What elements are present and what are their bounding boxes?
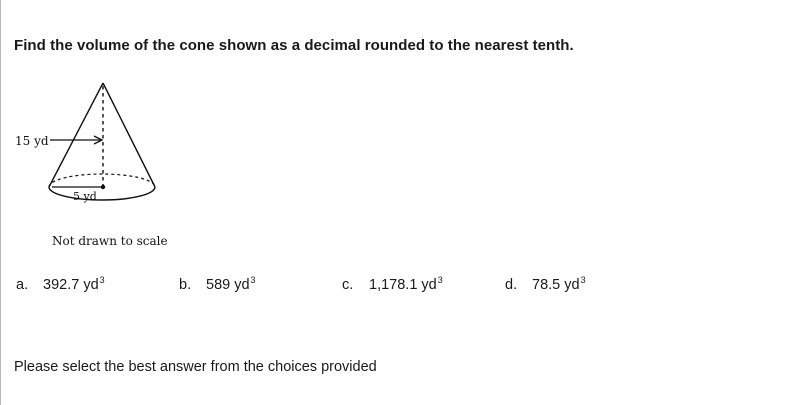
choice-value: 589 yd (206, 277, 250, 293)
choice-d[interactable] (505, 275, 586, 293)
choice-c[interactable] (342, 275, 443, 293)
cone-right-side (103, 83, 155, 187)
choice-exponent: 3 (437, 275, 443, 285)
radius-label: 5 yd (73, 190, 97, 203)
choice-letter: c. (342, 277, 354, 293)
question-text: Find the volume of the cone shown as a decimal rounded to the nearest tenth. (14, 37, 574, 54)
choice-value: 78.5 yd (532, 277, 580, 293)
answer-choices (16, 275, 716, 295)
choice-letter: a. (16, 277, 29, 293)
choice-exponent: 3 (580, 275, 586, 285)
choice-value: 392.7 yd (43, 277, 99, 293)
scale-note: Not drawn to scale (52, 234, 168, 248)
choice-b[interactable] (179, 275, 256, 293)
cone-left-side (49, 83, 103, 187)
choice-value: 1,178.1 yd (369, 277, 437, 293)
cone-diagram (0, 70, 180, 260)
choice-letter: d. (505, 277, 518, 293)
cone-figure (0, 70, 180, 260)
instruction-text: Please select the best answer from the choices provided (14, 359, 377, 375)
choice-exponent: 3 (99, 275, 105, 285)
choice-exponent: 3 (250, 275, 256, 285)
height-label: 15 yd (15, 134, 49, 148)
choice-letter: b. (179, 277, 192, 293)
choice-a[interactable] (16, 275, 105, 293)
